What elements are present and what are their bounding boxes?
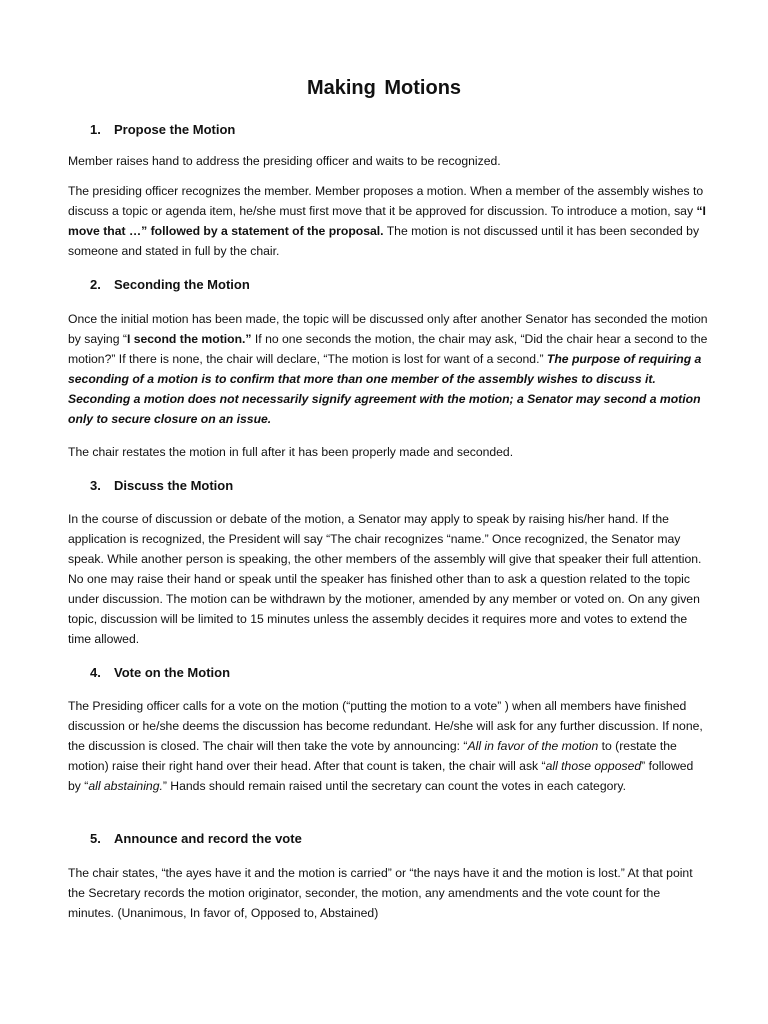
text-run: The Presiding officer calls for a vote on the motion (“putting the motion to a vote” ) when all members have finished discussion or he/she deems the discussion has become redundant. He/she will ask for any further discussion. If none, the discussion is closed. The chair will then take the vote by announcing: “: [68, 699, 703, 753]
paragraph: The chair states, “the ayes have it and the motion is carried” or “the nays have it and the motion is lost.” At that point the Secretary records the motion originator, seconder, the motion, any amendments and the vote count for the minutes. (Unanimous, In favor of, Opposed to, Abstained): [68, 866, 693, 920]
section-number: 1.: [90, 122, 101, 137]
paragraph: The chair restates the motion in full after it has been properly made and seconded.: [68, 445, 514, 459]
section-heading-propose: [90, 121, 235, 139]
paragraph: [68, 309, 708, 429]
paragraph: [68, 696, 708, 796]
text-run-bold: “I move that …” followed by a statement of the proposal.: [68, 204, 706, 238]
section-title: Vote on the Motion: [114, 665, 231, 680]
section-heading-seconding: [90, 276, 250, 294]
page-title: Making Motions: [306, 77, 462, 99]
text-run: The presiding officer recognizes the member. Member proposes a motion. When a member of the assembly wishes to discuss a topic or agenda item, he/she must first move that it be approved for discussion. To introduce a motion, say: [68, 184, 704, 218]
section-title: Seconding the Motion: [114, 277, 250, 292]
paragraph: In the course of discussion or debate of the motion, a Senator may apply to speak by raising his/her hand. If the application is recognized, the President will say “The chair recognizes “name.” Once recognized, the Senator may speak. While another person is speaking, the other members of the assembly will give that speaker their full attention. No one may raise their hand or speak until the speaker has finished other than to ask a question related to the topic under discussion. The motion can be withdrawn by the motioner, amended by any member or voted on. On any given topic, discussion will be limited to 15 minutes unless the assembly decides it requires more and votes to extend the time allowed.: [68, 512, 702, 646]
section-heading-announce: [90, 830, 302, 848]
text-run-italic: All in favor of the motion: [467, 739, 599, 753]
text-run-italic: all abstaining.: [88, 779, 163, 793]
section-heading-discuss: [90, 477, 233, 495]
text-run-bold: I second the motion.”: [126, 332, 252, 346]
section-title: Discuss the Motion: [114, 478, 234, 493]
text-run: The motion is not discussed until it has been seconded by someone and stated in full by the chair.: [68, 224, 700, 258]
section-number: 3.: [90, 478, 101, 493]
text-run: ” followed by “: [68, 759, 694, 793]
text-run: ” Hands should remain raised until the secretary can count the votes in each category.: [162, 779, 627, 793]
section-heading-vote: [90, 664, 230, 682]
paragraph: [68, 181, 708, 261]
text-run: to (restate the motion) raise their right hand over their head. After that count is taken, the chair will ask “: [68, 739, 677, 773]
text-run-bold-italic: The purpose of requiring a seconding of a motion is to confirm that more than one member of the assembly wishes to discuss it. Seconding a motion does not necessarily signify agreement with the motion; a Senator may second a motion only to secure closure on an issue.: [68, 352, 702, 426]
section-number: 5.: [90, 831, 101, 846]
text-run-italic: all those opposed: [545, 759, 642, 773]
text-run: If no one seconds the motion, the chair may ask, “Did the chair hear a second to the motion?” If there is none, the chair will declare, “The motion is lost for want of a second.”: [68, 332, 708, 366]
paragraph: Member raises hand to address the presiding officer and waits to be recognized.: [68, 154, 501, 168]
section-number: 4.: [90, 665, 101, 680]
section-title: Announce and record the vote: [114, 831, 302, 846]
section-title: Propose the Motion: [114, 122, 236, 137]
section-number: 2.: [90, 277, 101, 292]
text-run: Once the initial motion has been made, the topic will be discussed only after another Senator has seconded the motion by saying “: [68, 312, 708, 346]
